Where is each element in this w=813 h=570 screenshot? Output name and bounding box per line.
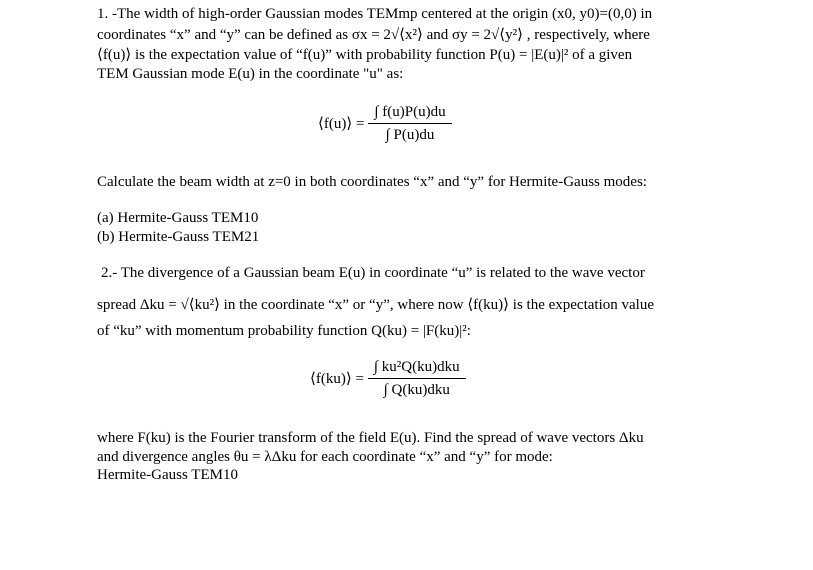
q2-tail-line-1: where F(ku) is the Fourier transform of the field E(u). Find the spread of wave vectors Δku [97,430,644,446]
q1-equation-numerator: ∫ f(u)P(u)du [368,103,451,124]
q2-equation-numerator: ∫ ku²Q(ku)dku [368,358,466,379]
q1-item-a: (a) Hermite-Gauss TEM10 [97,210,259,226]
q1-equation-fraction [368,103,451,145]
q1-line-1: 1. -The width of high-order Gaussian modes TEMmp centered at the origin (x0, y0)=(0,0) in [97,6,653,22]
q2-line-1: 2.- The divergence of a Gaussian beam E(u) in coordinate “u” is related to the wave vector [101,265,645,281]
q1-equation-denominator: ∫ P(u)du [385,127,435,143]
q2-equation-lhs: ⟨f(ku)⟩ = [310,370,364,387]
q2-tail-line-3: Hermite-Gauss TEM10 [97,467,238,483]
q2-line-3: of “ku” with momentum probability function Q(ku) = |F(ku)|²: [97,323,471,339]
q2-line-2: spread Δku = √⟨ku²⟩ in the coordinate “x” or “y”, where now ⟨f(ku)⟩ is the expectation value [97,297,654,313]
q1-equation-lhs: ⟨f(u)⟩ = [318,115,365,132]
q1-calculate-text: Calculate the beam width at z=0 in both coordinates “x” and “y” for Hermite-Gauss modes: [97,174,647,190]
q1-item-b: (b) Hermite-Gauss TEM21 [97,229,260,245]
q2-equation [310,358,466,400]
q2-equation-fraction [368,358,466,400]
q1-equation [318,103,452,145]
q2-equation-denominator: ∫ Q(ku)dku [383,382,450,398]
q2-tail-line-2: and divergence angles θu = λΔku for each coordinate “x” and “y” for mode: [97,449,553,465]
q1-line-2: coordinates “x” and “y” can be defined as σx = 2√⟨x²⟩ and σy = 2√⟨y²⟩ , respectively, where [97,27,650,43]
q1-line-4: TEM Gaussian mode E(u) in the coordinate "u" as: [97,66,404,82]
q1-line-3: ⟨f(u)⟩ is the expectation value of “f(u)” with probability function P(u) = |E(u)|² of a given [97,47,633,63]
